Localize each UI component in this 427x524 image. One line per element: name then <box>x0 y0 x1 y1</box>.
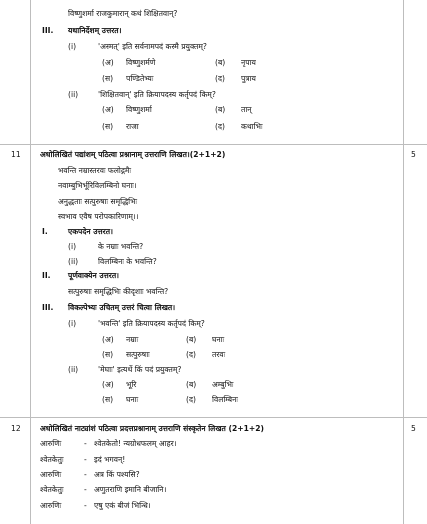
item-number: (ii) <box>68 365 79 374</box>
section-title: पूर्णवाक्येन उत्तरत। <box>68 271 120 280</box>
option-key: (अ) <box>102 380 114 389</box>
item-number: (ii) <box>68 257 79 266</box>
option-text: विष्णुशर्मा <box>126 105 152 114</box>
option-key: (स) <box>102 395 114 404</box>
dialogue-text: अणुतराणि इमानि बीजानि। <box>94 485 167 494</box>
q10-sub-i-number: (i) <box>68 42 77 51</box>
column-divider-number <box>30 0 31 524</box>
verse-line: स्वभाव एवैष परोपकारिणाम्।। <box>58 212 139 221</box>
option-key: (स) <box>102 350 114 359</box>
question-heading: अधोलिखितं नाट्यांशं पठित्वा प्रदत्तप्रश्नानाम् उत्तराणि संस्कृतेन लिखत (2+1+2) <box>40 424 265 433</box>
dialogue-dash: - <box>84 439 87 448</box>
option-key: (ब) <box>215 58 226 67</box>
dialogue-speaker: आरुणिः <box>40 439 62 448</box>
dialogue-speaker: श्वेतकेतुः <box>40 455 64 464</box>
option-text: पुत्राय <box>241 74 256 83</box>
dialogue-dash: - <box>84 455 87 464</box>
item-text: सत्पुरुषाः समृद्धिभिः कीदृशाः भवन्ति? <box>68 287 169 296</box>
verse-line: भवन्ति नम्रास्तरवः फलोद्गमैः <box>58 166 131 175</box>
row-divider-12 <box>0 417 427 418</box>
section-number: II. <box>42 271 51 280</box>
q10-section-iii-title: यथानिर्देशम् उत्तरत। <box>68 26 122 35</box>
section-number: III. <box>42 303 54 312</box>
item-text: 'भवन्ति' इति क्रियापदस्य कर्तृपदं किम्? <box>98 319 205 328</box>
item-text: विलम्बिनः के भवन्ति? <box>98 257 157 266</box>
option-key: (द) <box>186 395 196 404</box>
option-key: (ब) <box>186 380 197 389</box>
option-key: (द) <box>215 74 225 83</box>
option-text: घनाः <box>126 395 139 404</box>
option-text: पण्डितेभ्यः <box>126 74 154 83</box>
dialogue-text: इदं भगवन्! <box>94 455 126 464</box>
q10-sub-i-question: 'अस्मत्' इति सर्वनामपदं कस्मै प्रयुक्तम्? <box>98 42 207 51</box>
question-number: 12 <box>11 424 21 433</box>
option-text: राजा <box>126 122 139 131</box>
q10-sub-ii-question: 'शिक्षितवान्' इति क्रियापदस्य कर्तृपदं किम्? <box>98 90 216 99</box>
dialogue-dash: - <box>84 470 87 479</box>
question-heading: अधोलिखितं पद्यांशम् पठित्वा प्रश्नानाम् उत्तराणि लिखत।(2+1+2) <box>40 150 226 159</box>
verse-line: अनुद्धताः सत्पुरुषाः समृद्धिभिः <box>58 197 137 206</box>
option-text: घनाः <box>212 335 225 344</box>
item-text: के नम्राः भवन्ति? <box>98 242 144 251</box>
dialogue-text: अत्र किं पश्यसि? <box>94 470 140 479</box>
option-text: अम्बुभिः <box>212 380 234 389</box>
dialogue-text: एषु एकं बीजं भिन्धि। <box>94 501 151 510</box>
dialogue-speaker: आरुणिः <box>40 470 62 479</box>
dialogue-speaker: श्वेतकेतुः <box>40 485 64 494</box>
option-key: (ब) <box>186 335 197 344</box>
option-key: (ब) <box>215 105 226 114</box>
option-key: (स) <box>102 74 114 83</box>
column-divider-marks <box>403 0 404 524</box>
option-text: सत्पुरुषाः <box>126 350 150 359</box>
option-key: (द) <box>186 350 196 359</box>
q10-top-question: विष्णुशर्मा राजकुमारान् कथं शिक्षितवान्? <box>68 9 178 18</box>
option-key: (स) <box>102 122 114 131</box>
option-key: (अ) <box>102 105 114 114</box>
item-text: 'मेघाः' इत्यर्थे किं पदं प्रयुक्तम्? <box>98 365 182 374</box>
question-marks: 5 <box>411 424 416 433</box>
dialogue-speaker: आरुणिः <box>40 501 62 510</box>
option-key: (द) <box>215 122 225 131</box>
dialogue-dash: - <box>84 501 87 510</box>
section-title: एकपदेन उत्तरत। <box>68 227 113 236</box>
q10-sub-ii-number: (ii) <box>68 90 79 99</box>
option-text: भूरि <box>126 380 137 389</box>
option-key: (अ) <box>102 335 114 344</box>
option-text: विष्णुशर्मणे <box>126 58 156 67</box>
item-number: (i) <box>68 242 77 251</box>
q10-section-iii-number: III. <box>42 26 54 35</box>
option-key: (अ) <box>102 58 114 67</box>
row-divider-11 <box>0 144 427 145</box>
section-title: विकल्पेभ्यः उचितम् उत्तरं चित्वा लिखत। <box>68 303 176 312</box>
option-text: नम्राः <box>126 335 139 344</box>
question-marks: 5 <box>411 150 416 159</box>
dialogue-dash: - <box>84 485 87 494</box>
option-text: विलम्बिनः <box>212 395 238 404</box>
item-number: (i) <box>68 319 77 328</box>
dialogue-text: श्वेतकेतो! न्यग्रोधफलम् आहर। <box>94 439 177 448</box>
option-text: तरवः <box>212 350 226 359</box>
section-number: I. <box>42 227 48 236</box>
verse-line: नवाम्बुभिर्भूरिविलम्बिनो घनाः। <box>58 181 137 190</box>
question-number: 11 <box>11 150 21 159</box>
option-text: तान् <box>241 105 252 114</box>
option-text: कथाभिः <box>241 122 263 131</box>
option-text: नृपाय <box>241 58 256 67</box>
